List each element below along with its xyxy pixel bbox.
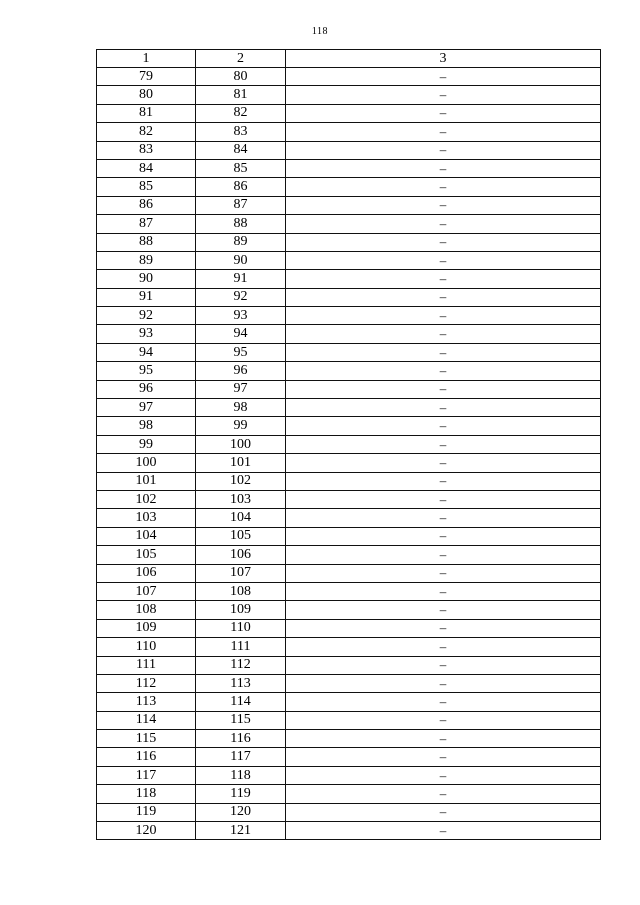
table-row [97, 123, 601, 141]
table-cell-col2: 81 [196, 86, 286, 104]
table-cell-col3: – [286, 86, 601, 104]
table-cell-col3: – [286, 527, 601, 545]
table-cell-col3: – [286, 435, 601, 453]
table-cell-col1: 117 [97, 766, 196, 784]
table-row [97, 546, 601, 564]
table-cell-col1: 102 [97, 490, 196, 508]
table-cell-col2: 90 [196, 251, 286, 269]
table-cell-col3: – [286, 196, 601, 214]
table-row [97, 178, 601, 196]
table-cell-col2: 116 [196, 730, 286, 748]
table-cell-col2: 119 [196, 785, 286, 803]
table-row [97, 380, 601, 398]
table-cell-col2: 107 [196, 564, 286, 582]
table-cell-col1: 110 [97, 638, 196, 656]
table-cell-col2: 121 [196, 822, 286, 840]
table-cell-col1: 109 [97, 619, 196, 637]
table-cell-col2: 103 [196, 490, 286, 508]
table-cell-col3: – [286, 325, 601, 343]
table-cell-col1: 116 [97, 748, 196, 766]
table-cell-col3: – [286, 766, 601, 784]
table-cell-col2: 88 [196, 215, 286, 233]
page-number: 118 [311, 26, 329, 37]
table-cell-col3: – [286, 564, 601, 582]
table-cell-col3: – [286, 233, 601, 251]
table-row [97, 196, 601, 214]
table-row [97, 307, 601, 325]
table-cell-col3: – [286, 380, 601, 398]
column-header-1: 1 [97, 50, 196, 68]
table-cell-col2: 97 [196, 380, 286, 398]
table-row [97, 527, 601, 545]
table-row [97, 86, 601, 104]
table-cell-col3: – [286, 454, 601, 472]
table-row [97, 270, 601, 288]
table-cell-col3: – [286, 215, 601, 233]
table-row [97, 785, 601, 803]
table-row [97, 490, 601, 508]
table-cell-col3: – [286, 307, 601, 325]
table-row [97, 582, 601, 600]
table-cell-col3: – [286, 270, 601, 288]
table-cell-col1: 96 [97, 380, 196, 398]
table-cell-col1: 114 [97, 711, 196, 729]
table-cell-col1: 113 [97, 693, 196, 711]
table-row [97, 454, 601, 472]
table-row [97, 601, 601, 619]
table-cell-col3: – [286, 362, 601, 380]
table-cell-col3: – [286, 68, 601, 86]
table-header-row [97, 50, 601, 68]
table-cell-col3: – [286, 785, 601, 803]
table-cell-col3: – [286, 822, 601, 840]
table-row [97, 435, 601, 453]
table-cell-col3: – [286, 251, 601, 269]
table-cell-col1: 98 [97, 417, 196, 435]
table-cell-col1: 104 [97, 527, 196, 545]
table-cell-col1: 115 [97, 730, 196, 748]
table-cell-col3: – [286, 417, 601, 435]
table-cell-col3: – [286, 123, 601, 141]
table-cell-col2: 94 [196, 325, 286, 343]
table-row [97, 638, 601, 656]
table-cell-col1: 95 [97, 362, 196, 380]
column-header-3: 3 [286, 50, 601, 68]
table-cell-col2: 80 [196, 68, 286, 86]
table-cell-col2: 114 [196, 693, 286, 711]
table-cell-col1: 90 [97, 270, 196, 288]
table-row [97, 803, 601, 821]
table-cell-col2: 84 [196, 141, 286, 159]
table-cell-col2: 95 [196, 343, 286, 361]
table-cell-col3: – [286, 619, 601, 637]
table-row [97, 343, 601, 361]
table-cell-col2: 92 [196, 288, 286, 306]
table-cell-col2: 117 [196, 748, 286, 766]
table-cell-col1: 87 [97, 215, 196, 233]
table-cell-col1: 108 [97, 601, 196, 619]
table-cell-col3: – [286, 141, 601, 159]
table-cell-col2: 104 [196, 509, 286, 527]
table-cell-col2: 86 [196, 178, 286, 196]
table-cell-col3: – [286, 178, 601, 196]
table-cell-col1: 93 [97, 325, 196, 343]
table-row [97, 766, 601, 784]
table-cell-col1: 80 [97, 86, 196, 104]
table-row [97, 68, 601, 86]
table-cell-col2: 89 [196, 233, 286, 251]
table-cell-col2: 87 [196, 196, 286, 214]
table-row [97, 674, 601, 692]
table-cell-col1: 105 [97, 546, 196, 564]
table-cell-col3: – [286, 472, 601, 490]
table-cell-col1: 89 [97, 251, 196, 269]
table-cell-col3: – [286, 730, 601, 748]
table-cell-col2: 106 [196, 546, 286, 564]
table-row [97, 104, 601, 122]
table-cell-col3: – [286, 159, 601, 177]
data-table [96, 49, 601, 840]
table-cell-col2: 109 [196, 601, 286, 619]
table-cell-col2: 85 [196, 159, 286, 177]
table-cell-col2: 111 [196, 638, 286, 656]
table-row [97, 748, 601, 766]
table-cell-col2: 101 [196, 454, 286, 472]
table-cell-col3: – [286, 399, 601, 417]
table-cell-col1: 101 [97, 472, 196, 490]
table-cell-col2: 115 [196, 711, 286, 729]
table-cell-col1: 107 [97, 582, 196, 600]
table-row [97, 417, 601, 435]
table-cell-col3: – [286, 288, 601, 306]
table-cell-col2: 108 [196, 582, 286, 600]
table-row [97, 399, 601, 417]
table-cell-col1: 84 [97, 159, 196, 177]
table-cell-col1: 99 [97, 435, 196, 453]
table-row [97, 711, 601, 729]
table-cell-col1: 118 [97, 785, 196, 803]
table-cell-col1: 97 [97, 399, 196, 417]
table-cell-col2: 118 [196, 766, 286, 784]
table-cell-col2: 96 [196, 362, 286, 380]
table-cell-col3: – [286, 509, 601, 527]
table-cell-col2: 112 [196, 656, 286, 674]
table-cell-col1: 83 [97, 141, 196, 159]
table-cell-col2: 99 [196, 417, 286, 435]
table-cell-col1: 91 [97, 288, 196, 306]
table-body [97, 68, 601, 840]
table-row [97, 656, 601, 674]
table-cell-col2: 98 [196, 399, 286, 417]
column-header-2: 2 [196, 50, 286, 68]
table-cell-col2: 100 [196, 435, 286, 453]
table-cell-col1: 88 [97, 233, 196, 251]
table-cell-col3: – [286, 803, 601, 821]
table-row [97, 251, 601, 269]
table-cell-col2: 82 [196, 104, 286, 122]
table-row [97, 619, 601, 637]
table-row [97, 141, 601, 159]
table-cell-col1: 120 [97, 822, 196, 840]
table-row [97, 693, 601, 711]
table-cell-col2: 91 [196, 270, 286, 288]
table-row [97, 325, 601, 343]
table-cell-col1: 100 [97, 454, 196, 472]
table-cell-col1: 79 [97, 68, 196, 86]
table-cell-col3: – [286, 343, 601, 361]
table-cell-col2: 120 [196, 803, 286, 821]
table-cell-col3: – [286, 104, 601, 122]
table-cell-col3: – [286, 546, 601, 564]
table-cell-col3: – [286, 693, 601, 711]
table-cell-col3: – [286, 638, 601, 656]
table-row [97, 233, 601, 251]
table-row [97, 822, 601, 840]
table-row [97, 288, 601, 306]
table-cell-col2: 102 [196, 472, 286, 490]
table-cell-col1: 106 [97, 564, 196, 582]
table-cell-col2: 110 [196, 619, 286, 637]
table-cell-col3: – [286, 490, 601, 508]
table-cell-col1: 94 [97, 343, 196, 361]
table-cell-col3: – [286, 674, 601, 692]
table-cell-col1: 112 [97, 674, 196, 692]
table-cell-col2: 105 [196, 527, 286, 545]
table-row [97, 215, 601, 233]
table-cell-col1: 81 [97, 104, 196, 122]
table-cell-col1: 92 [97, 307, 196, 325]
table-row [97, 159, 601, 177]
table-row [97, 564, 601, 582]
table-cell-col3: – [286, 656, 601, 674]
table-cell-col1: 85 [97, 178, 196, 196]
table-cell-col1: 82 [97, 123, 196, 141]
table-cell-col1: 119 [97, 803, 196, 821]
table-cell-col2: 83 [196, 123, 286, 141]
table-cell-col1: 86 [97, 196, 196, 214]
table-cell-col3: – [286, 748, 601, 766]
table-cell-col3: – [286, 711, 601, 729]
table-cell-col1: 111 [97, 656, 196, 674]
table-cell-col1: 103 [97, 509, 196, 527]
table-row [97, 730, 601, 748]
table-row [97, 509, 601, 527]
table-row [97, 472, 601, 490]
table-cell-col3: – [286, 582, 601, 600]
table-cell-col3: – [286, 601, 601, 619]
table-cell-col2: 113 [196, 674, 286, 692]
table-row [97, 362, 601, 380]
table-cell-col2: 93 [196, 307, 286, 325]
